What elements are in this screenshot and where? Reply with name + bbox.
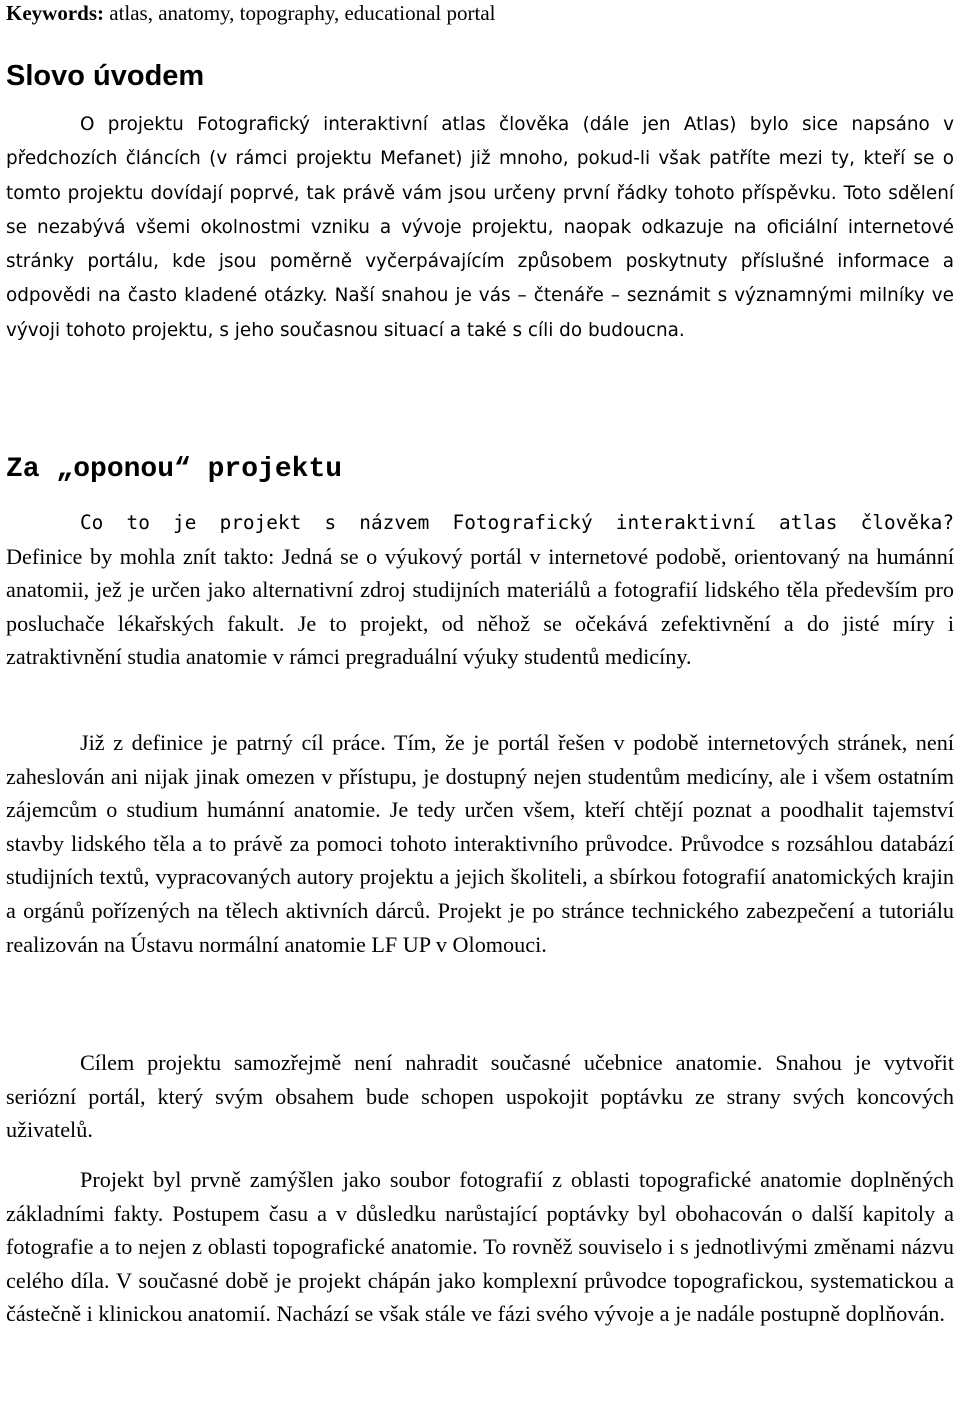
section-title-behind-curtain: Za „oponou“ projektu [6, 454, 343, 485]
aim-paragraph: Cílem projektu samozřejmě není nahradit současné učebnice anatomie. Snahou je vytvořit seriózní portál, který svým obsahem bude schopen uspokojit poptávku ze strany svých koncových uživatelů. [6, 1050, 954, 1143]
keywords-line [6, 0, 954, 26]
goal-paragraph: Již z definice je patrný cíl práce. Tím, že je portál řešen v podobě internetových stránek, není zaheslován ani nijak jinak omezen v přístupu, je dostupný nejen studentům medicíny, ale i všem ostatním zájemcům o studium humánní anatomie. Je tedy určen všem, kteří chtějí poznat a poodhalit tajemství stavby lidského těla a to právě za pomoci tohoto interaktivního průvodce. Průvodce s rozsáhlou databází studijních textů, vypracovaných autory projektu a jejich školiteli, a sbírkou fotografií anatomických krajin a orgánů pořízených na tělech aktivních dárců. Projekt je po stránce technického zabezpečení a tutoriálu realizován na Ústavu normální anatomie LF UP v Olomouci. [6, 730, 954, 957]
section-title-intro: Slovo úvodem [6, 60, 205, 92]
history-paragraph: Projekt byl prvně zamýšlen jako soubor fotografií z oblasti topografické anatomie doplněných základními fakty. Postupem času a v důsledku narůstající poptávky byl obohacován o další kapitoly a fotografie a to nejen z oblasti topografické anatomie. To rovněž souviselo i s jednotlivými změnami názvu celého díla. V současné době je projekt chápán jako komplexní průvodce topografickou, systematickou a částečně i klinickou anatomií. Nachází se však stále ve fázi svého vývoje a je nadále postupně doplňován. [6, 1167, 954, 1327]
keywords-label: Keywords: [6, 1, 104, 25]
definition-question: Co to je projekt s názvem Fotografický interaktivní atlas člověka? [80, 511, 954, 534]
intro-paragraph: O projektu Fotografický interaktivní atlas člověka (dále jen Atlas) bylo sice napsáno v předchozích článcích (v rámci projektu Mefanet) již mnoho, pokud-li však patříte mezi ty, kteří se o tomto projektu dovídají poprvé, tak právě vám jsou určeny první řádky tohoto příspěvku. Toto sdělení se nezabývá všemi okolnostmi vzniku a vývoje projektu, naopak odkazuje na oficiální internetové stránky portálu, kde jsou poměrně vyčerpávajícím způsobem poskytnuty příslušné informace a odpovědi na často kladené otázky. Naší snahou je vás – čtenáře – seznámit s významnými milníky ve vývoji tohoto projektu, s jeho současnou situací a také s cíli do budoucna. [6, 114, 954, 341]
keywords-text: atlas, anatomy, topography, educational portal [104, 1, 496, 25]
definition-text: Definice by mohla znít takto: Jedná se o výukový portál v internetové podobě, orientovaný na humánní anatomii, jež je určen jako alternativní zdroj studijních materiálů a fotografií lidského těla především pro posluchače lékařských fakult. Je to projekt, od něhož se očekává zefektivnění a do jisté míry i zatraktivnění studia anatomie v rámci pregraduální výuky studentů medicíny. [6, 543, 954, 670]
definition-paragraph [6, 505, 954, 674]
